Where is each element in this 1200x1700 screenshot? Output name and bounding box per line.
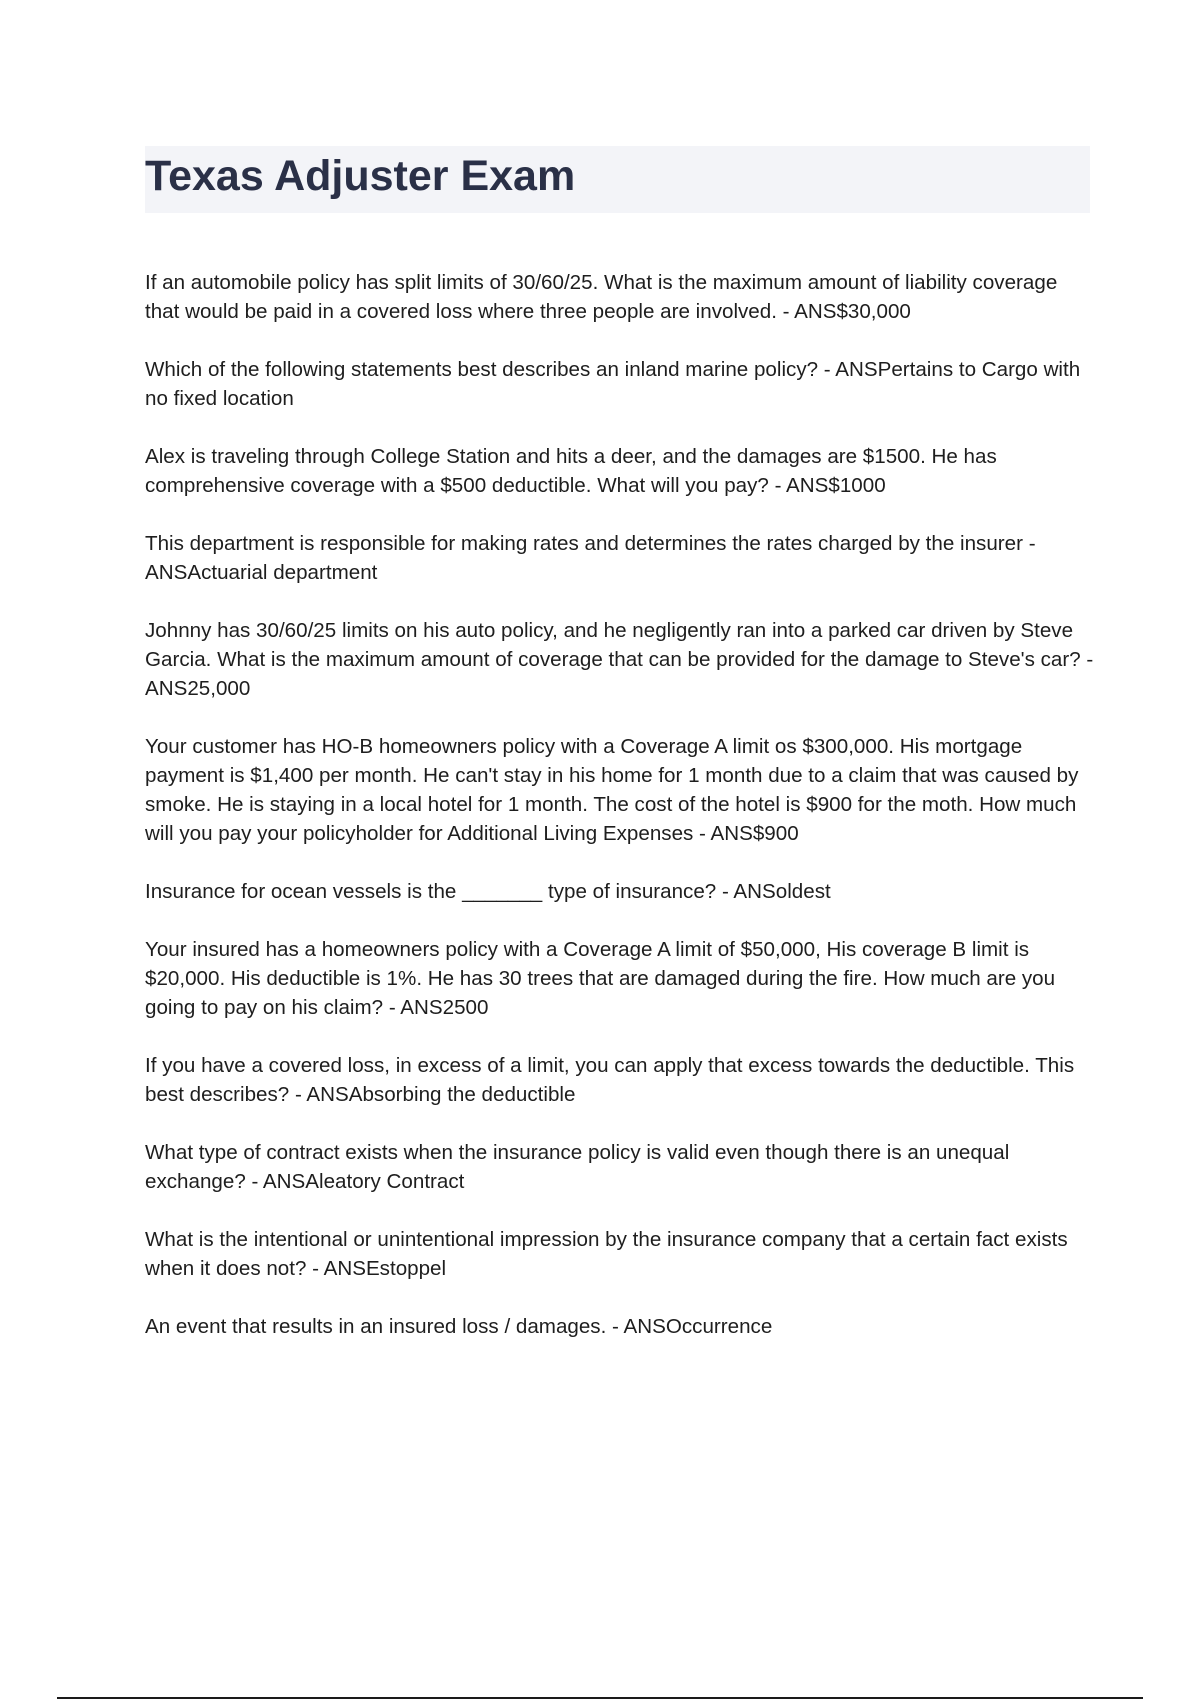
title-banner	[145, 146, 1090, 213]
question-answer-list	[145, 268, 1095, 1370]
qa-item: Alex is traveling through College Station and hits a deer, and the damages are $1500. He has comprehensive coverage with a $500 deductible. What will you pay? - ANS$1000	[145, 445, 997, 497]
qa-item: Your customer has HO-B homeowners policy with a Coverage A limit os $300,000. His mortgage payment is $1,400 per month. He can't stay in his home for 1 month due to a claim that was caused by smoke. He is staying in a local hotel for 1 month. The cost of the hotel is $900 for the moth. How much will you pay your policyholder for Additional Living Expenses - ANS$900	[145, 735, 1079, 845]
qa-item: This department is responsible for making rates and determines the rates charged by the insurer - ANSActuarial department	[145, 532, 1036, 584]
qa-item: What is the intentional or unintentional impression by the insurance company that a certain fact exists when it does not? - ANSEstoppel	[145, 1228, 1068, 1280]
qa-item: Insurance for ocean vessels is the _______ type of insurance? - ANSoldest	[145, 880, 831, 903]
qa-item: If an automobile policy has split limits of 30/60/25. What is the maximum amount of liability coverage that would be paid in a covered loss where three people are involved. - ANS$30,000	[145, 271, 1058, 323]
document-title: Texas Adjuster Exam	[145, 152, 576, 200]
qa-item: Which of the following statements best describes an inland marine policy? - ANSPertains to Cargo with no fixed location	[145, 358, 1081, 410]
footer-divider	[57, 1697, 1143, 1699]
qa-item: What type of contract exists when the insurance policy is valid even though there is an unequal exchange? - ANSAleatory Contract	[145, 1141, 1010, 1193]
qa-item: If you have a covered loss, in excess of a limit, you can apply that excess towards the deductible. This best describes? - ANSAbsorbing the deductible	[145, 1054, 1075, 1106]
qa-item: Johnny has 30/60/25 limits on his auto policy, and he negligently ran into a parked car driven by Steve Garcia. What is the maximum amount of coverage that can be provided for the damage to Steve's car? - ANS25,000	[145, 619, 1094, 700]
qa-item: Your insured has a homeowners policy with a Coverage A limit of $50,000, His coverage B limit is $20,000. His deductible is 1%. He has 30 trees that are damaged during the fire. How much are you going to pay on his claim? - ANS2500	[145, 938, 1056, 1019]
qa-item: An event that results in an insured loss / damages. - ANSOccurrence	[145, 1315, 773, 1338]
